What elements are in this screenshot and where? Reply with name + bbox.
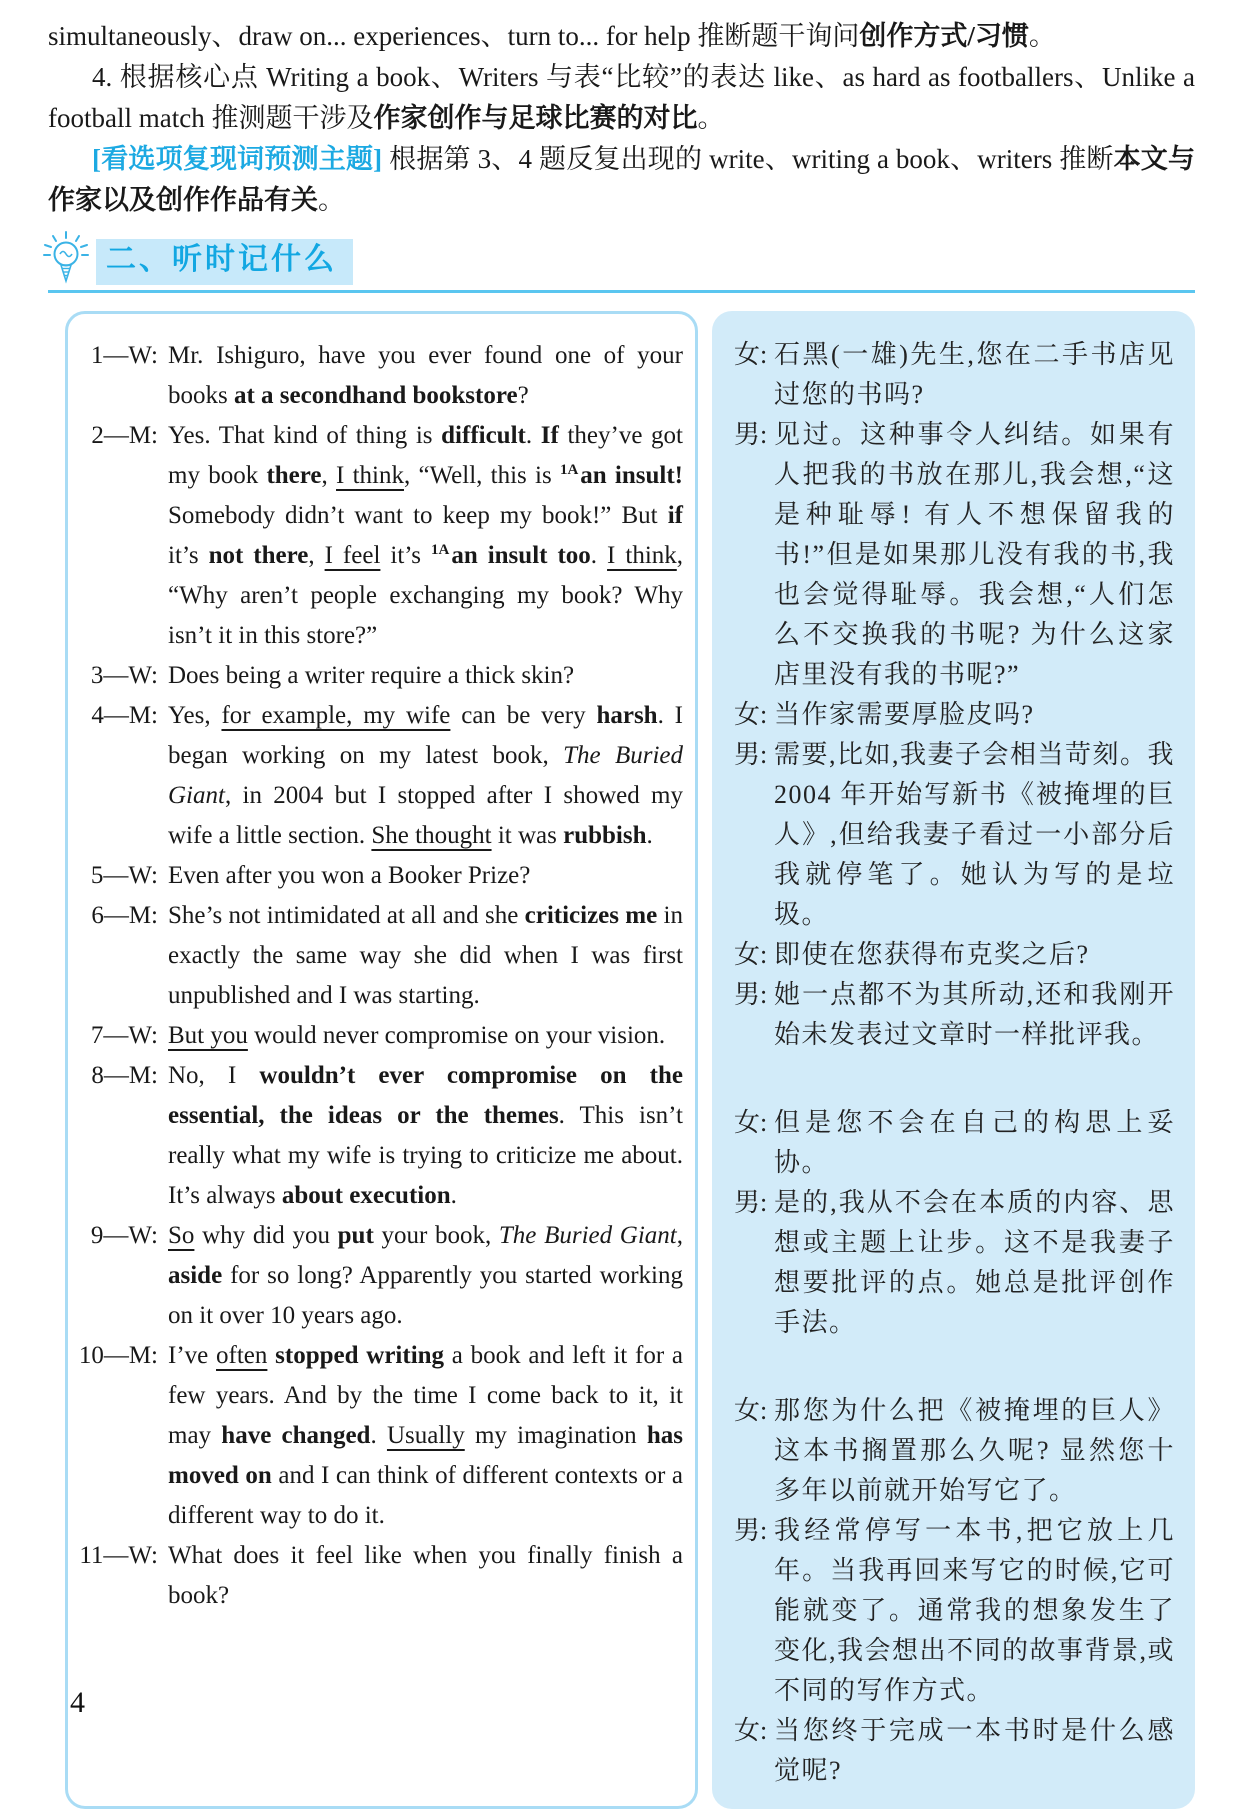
text-segment: 。 xyxy=(697,103,725,133)
text-segment: an insult! xyxy=(580,462,684,489)
speaker-label: 女: xyxy=(734,1108,768,1137)
text-segment: why did you xyxy=(194,1222,338,1249)
text-segment: 她一点都不为其所动,还和我刚开始未发表过文章时一样批评我。 xyxy=(774,980,1175,1049)
text-segment: 1A xyxy=(559,461,579,478)
speaker-label: 2—M: xyxy=(91,422,158,449)
chinese-dialogue-line xyxy=(734,335,1175,415)
speaker-label: 4—M: xyxy=(91,702,158,729)
text-segment: would never compromise on your vision. xyxy=(247,1022,666,1049)
text-segment: wouldn’t ever compromise on the essential, the ideas or the themes xyxy=(168,1062,683,1129)
text-segment: , “Well, this is xyxy=(403,462,560,489)
english-dialogue-line xyxy=(78,856,683,896)
text-segment: . xyxy=(590,542,608,569)
text-segment: it was xyxy=(491,822,564,849)
speaker-label: 10—M: xyxy=(78,1342,158,1369)
page-content xyxy=(0,0,1240,293)
text-segment: 那您为什么把《被掩埋的巨人》这本书搁置那么久呢? 显然您十多年以前就开始写它了。 xyxy=(774,1396,1175,1505)
speaker-label: 女: xyxy=(734,940,768,969)
text-segment: , xyxy=(308,542,325,569)
text-segment: rubbish xyxy=(563,822,647,849)
text-segment: if xyxy=(667,502,683,529)
text-segment: there xyxy=(266,462,322,489)
text-segment: an insult too xyxy=(451,542,591,569)
text-segment: Does being a writer require a thick skin? xyxy=(168,662,575,689)
text-segment: not there xyxy=(208,542,309,569)
text-segment: it’s xyxy=(168,542,209,569)
english-dialogue-line xyxy=(78,1056,683,1216)
text-segment: it’s xyxy=(380,542,431,569)
text-segment: 即使在您获得布克奖之后? xyxy=(774,940,1090,969)
speaker-label: 5—W: xyxy=(90,862,158,889)
english-dialogue-line xyxy=(78,1536,683,1616)
text-segment: So xyxy=(168,1222,195,1249)
intro-paragraph xyxy=(48,139,1195,221)
text-segment: No, I xyxy=(168,1062,260,1089)
chinese-dialogue-line xyxy=(734,975,1175,1055)
text-segment: I’ve xyxy=(168,1342,217,1369)
english-transcript-box xyxy=(65,311,698,1809)
text-segment: can be very xyxy=(450,702,597,729)
text-segment: What does it feel like when you finally finish a book? xyxy=(168,1542,683,1609)
text-segment: If xyxy=(540,422,559,449)
text-segment: Even after you won a Booker Prize? xyxy=(168,862,531,889)
speaker-label: 7—W: xyxy=(90,1022,158,1049)
english-dialogue-line xyxy=(78,416,683,656)
speaker-label: 男: xyxy=(734,1516,768,1545)
text-segment: , xyxy=(676,1222,684,1249)
text-segment: about execution xyxy=(281,1182,451,1209)
speaker-label: 3—W: xyxy=(90,662,158,689)
english-dialogue-line xyxy=(78,1336,683,1536)
speaker-label: 男: xyxy=(734,740,768,769)
intro-analysis-block xyxy=(48,16,1195,221)
text-segment: 。 xyxy=(318,185,345,215)
chinese-dialogue-line xyxy=(734,415,1175,695)
text-segment: simultaneously、draw on... experiences、turn to... for help 推断题干询问 xyxy=(48,21,860,51)
text-segment: in exactly the same way she did when I was first unpublished and I was starting. xyxy=(168,902,683,1009)
speaker-label: 男: xyxy=(734,980,768,1009)
text-segment: ? xyxy=(517,382,529,409)
speaker-label: 9—W: xyxy=(90,1222,158,1249)
text-segment: they’ve got my book xyxy=(168,422,683,489)
english-dialogue-line xyxy=(78,656,683,696)
text-segment: I feel xyxy=(324,542,381,569)
chinese-translation-box xyxy=(712,311,1195,1809)
speaker-label: 女: xyxy=(734,1716,768,1745)
chinese-dialogue-line xyxy=(734,695,1175,735)
text-segment: 是的,我从不会在本质的内容、思想或主题上让步。这不是我妻子想要批评的点。她总是批评创作手法。 xyxy=(774,1188,1175,1337)
text-segment: stopped writing xyxy=(275,1342,445,1369)
text-segment: The Buried Giant xyxy=(498,1222,677,1249)
speaker-label: 女: xyxy=(734,1396,768,1425)
text-segment: 当您终于完成一本书时是什么感觉呢? xyxy=(774,1716,1175,1785)
english-dialogue-line xyxy=(78,1216,683,1336)
text-segment: She’s not intimidated at all and she xyxy=(168,902,525,929)
text-segment: at a secondhand bookstore xyxy=(233,382,518,409)
speaker-label: 11—W: xyxy=(79,1542,158,1569)
chinese-dialogue-line xyxy=(734,1183,1175,1343)
speaker-label: 1—W: xyxy=(90,342,158,369)
text-segment: I think xyxy=(336,462,404,489)
text-segment: . xyxy=(370,1422,387,1449)
text-segment: 需要,比如,我妻子会相当苛刻。我 2004 年开始写新书《被掩埋的巨人》,但给我妻子看过一小部分后我就停笔了。她认为写的是垃圾。 xyxy=(774,740,1176,929)
speaker-label: 6—M: xyxy=(91,902,158,929)
text-segment: 作家创作与足球比赛的对比 xyxy=(373,103,698,133)
text-segment: Usually xyxy=(386,1422,465,1449)
chinese-dialogue-line xyxy=(734,1511,1175,1711)
speaker-label: 男: xyxy=(734,420,768,449)
text-segment: put xyxy=(337,1222,374,1249)
text-segment: Yes. That kind of thing is xyxy=(168,422,442,449)
text-segment: 4. 根据核心点 Writing a book、Writers 与表“比较”的表达 like、as hard as footballers、Unlike a football match 推测题干涉及 xyxy=(48,62,1195,133)
text-segment: The Buried Giant xyxy=(168,742,683,809)
text-segment: . xyxy=(525,422,541,449)
text-segment: [看选项复现词预测主题] xyxy=(92,144,383,174)
section-header xyxy=(42,231,1195,285)
text-segment: 。 xyxy=(1028,21,1056,51)
text-segment: have changed xyxy=(221,1422,371,1449)
chinese-dialogue-line xyxy=(734,1103,1175,1183)
text-segment: a book and left it for a few years. And by the time I come back to it, it may xyxy=(168,1342,683,1449)
header-divider xyxy=(48,290,1195,293)
chinese-dialogue-line xyxy=(734,935,1175,975)
text-segment: She thought xyxy=(371,822,492,849)
speaker-label: 8—M: xyxy=(91,1062,158,1089)
english-dialogue-line xyxy=(78,336,683,416)
text-segment: . I began working on my latest book, xyxy=(168,702,683,769)
text-segment: I think xyxy=(607,542,677,569)
text-segment: criticizes me xyxy=(524,902,658,929)
text-segment: , xyxy=(321,462,337,489)
text-segment: and I can think of different contexts or a different way to do it. xyxy=(168,1462,683,1529)
chinese-dialogue-line xyxy=(734,735,1175,935)
text-segment: Yes, xyxy=(168,702,222,729)
text-segment: But you xyxy=(168,1022,248,1049)
section-title: 二、听时记什么 xyxy=(96,239,353,285)
text-segment: difficult xyxy=(441,422,526,449)
speaker-label: 女: xyxy=(734,700,768,729)
text-segment: , in 2004 but I stopped after I showed my wife a little section. xyxy=(168,782,683,849)
chinese-dialogue-line xyxy=(734,1391,1175,1511)
english-dialogue-line xyxy=(78,1016,683,1056)
text-segment: often xyxy=(216,1342,268,1369)
speaker-label: 男: xyxy=(734,1188,768,1217)
speaker-label: 女: xyxy=(734,340,768,369)
text-segment: . xyxy=(646,822,653,849)
text-segment: . xyxy=(450,1182,457,1209)
text-segment: 当作家需要厚脸皮吗? xyxy=(774,700,1035,729)
english-dialogue-line xyxy=(78,896,683,1016)
text-segment: aside xyxy=(168,1262,223,1289)
english-dialogue-line xyxy=(78,696,683,856)
text-segment: 但是您不会在自己的构思上妥协。 xyxy=(774,1108,1175,1177)
text-segment: . This isn’t really what my wife is trying to criticize me about. It’s always xyxy=(168,1102,683,1209)
intro-paragraph xyxy=(48,16,1195,57)
chinese-dialogue-line xyxy=(734,1711,1175,1791)
intro-paragraph xyxy=(48,57,1195,139)
text-segment: 1A xyxy=(430,541,450,558)
text-segment: for example, my wife xyxy=(221,702,451,729)
text-segment: Mr. Ishiguro, have you ever found one of your books xyxy=(168,342,683,409)
page-number: 4 xyxy=(70,1686,85,1719)
transcript-columns xyxy=(65,311,1195,1809)
text-segment: 我经常停写一本书,把它放上几年。当我再回来写它的时候,它可能就变了。通常我的想象发生了变化,我会想出不同的故事背景,或不同的写作方式。 xyxy=(774,1516,1176,1705)
text-segment: 创作方式/习惯 xyxy=(859,21,1029,51)
text-segment: Somebody didn’t want to keep my book!” But xyxy=(168,502,668,529)
text-segment: 石黑(一雄)先生,您在二手书店见过您的书吗? xyxy=(774,340,1175,409)
text-segment: has moved on xyxy=(168,1422,683,1489)
text-segment: 见过。这种事令人纠结。如果有人把我的书放在那儿,我会想,“这是种耻辱! 有人不想保留我的书!”但是如果那儿没有我的书,我也会觉得耻辱。我会想,“人们怎么不交换我的书呢? 为什么这家店里没有我的书呢?” xyxy=(774,420,1175,689)
text-segment: 根据第 3、4 题反复出现的 write、writing a book、writers 推断 xyxy=(382,144,1114,174)
text-segment xyxy=(267,1342,275,1369)
lightbulb-icon xyxy=(42,231,90,285)
text-segment: 本文与作家以及创作作品有关 xyxy=(48,144,1196,215)
text-segment: for so long? Apparently you started working on it over 10 years ago. xyxy=(168,1262,683,1329)
text-segment: , “Why aren’t people exchanging my book? Why isn’t it in this store?” xyxy=(168,542,684,649)
text-segment: harsh xyxy=(596,702,658,729)
text-segment: my imagination xyxy=(464,1422,647,1449)
text-segment: your book, xyxy=(373,1222,499,1249)
